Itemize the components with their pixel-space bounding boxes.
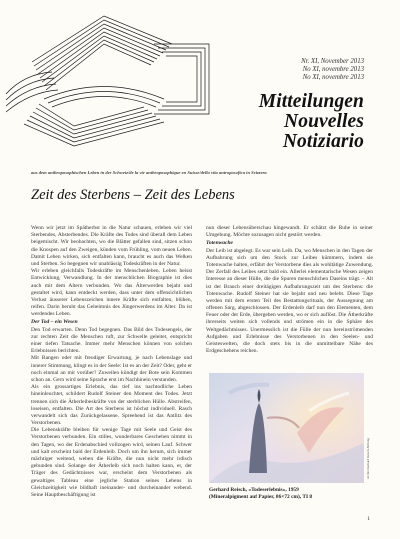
section-subheading: Der Tod – ein Wesen bbox=[31, 319, 78, 326]
issue-info bbox=[301, 58, 364, 82]
painting-caption bbox=[209, 487, 379, 500]
issue-line-de: Nr. XI, November 2013 bbox=[301, 58, 364, 65]
article-paragraph: Der Leib ist abgelegt. Es war sein Leib. Da, wo Menschen in den Tagen der Aufbahrung sich um den Stock zur Leibes kümmern, indem sie Totenwache halten, erfährt der Verstorbene dies als wohltätige Zuwendung. Der Zerfall des Leibes setzt bald ein. Allerlei elementarische Wesen zeigen Interesse an dieser Hülle, die die Spuren menschlichen Daseins trägt. – Alt ist der Brauch einer dreitägigen Aufbahrungszeit um des Sterbens: die Totenwache. Rudolf Steiner hat sie bejaht und neu belebt. Diese Tage werden mit dem ersten Teil des Bestattungsrituals, der Aussegnung am offenen Sarg, abgeschlossen. Der Erdenleib darf nun den Elementen, dem Feuer oder der Erde, übergeben werden, wo er sich auflöst. Die Ätherkräfte ihrerseits weiten sich vollends und strömen ein in die Sphäre des Weltgedächtnisses. Unermesslich ist die Fülle der nun hereinströmenden Aufgaben und Erlebnisse des Verstorbenen in den Seelen- und Geisteswelten, die doch stets bis in die unmittelbare Nähe des Erdgeschehens reichen. bbox=[206, 247, 373, 355]
article-paragraph: Die Lebenskräfte bleiben für wenige Tage mit Seele und Geist des Verstorbenen verbunden. Ein stilles, wunderbares Geschehen nimmt in den Tagen, wo der Erdenabschied vollzogen wird, seinen Lauf. Schwer und kalt erscheint bald der Erdenleib. Doch um ihn herum, sich immer mächtiger weitend, weben die Kräfte, die nun nicht mehr irdisch gebunden sind. Solange der Ätherleib sich noch halten kann, er, der Träger des Gedächtnisses war, erscheint dem Verstorbenen als gewaltiges Tableau eine jegliche Station seines Lebens in Gleichzeitigkeit wie bildhaft ineinander- und durcheinander webend. Seine Hauptbeschäftigung ist bbox=[31, 427, 192, 498]
masthead-title-it: Notiziario bbox=[282, 131, 364, 152]
issue-line-it: No XI, novembre 2013 bbox=[302, 74, 364, 81]
article-paragraph: Mit Bangen oder mit freudiger Erwartung, je nach Lebenslage und innerer Stimmung, klingt es in der Seele: Ist es an der Zeit? Oder, geht er noch einmal an mir vorüber? Zuweilen kündigt der Bote sein Kommen schon an. Gern wird seine Sprache erst im Nachhinein verstanden. bbox=[31, 355, 192, 383]
article-paragraph: Den Tod erwarten. Denn Tod begegnen. Das Bild des Todesengels, der zur rechten Zeit die Menschen ruft, zur Schwelle geleitet, entspricht einer tiefen Tatsache. Immer mehr Menschen können von solchen Erlebnissen berichten. bbox=[31, 326, 192, 355]
masthead-title-de: Mitteilungen bbox=[258, 91, 364, 112]
painting-image bbox=[209, 373, 364, 483]
masthead-title bbox=[259, 92, 364, 152]
painting-credit: Archiv/Gerhard Reisch-Stiftung bbox=[366, 438, 370, 479]
caption-line-2: (Mineralpigment auf Papier, 86×72 cm), TI 8 bbox=[209, 493, 313, 500]
page-number: 1 bbox=[367, 516, 370, 522]
article-paragraph: Als ein grossartiges Erlebnis, das tief ins nachtodliche Leben hineinleuchtet, schildert Rudolf Steiner den Moment des Todes. Jetzt trennen sich die Ätherleibeskräfte von der sterblichen Hülle. Abstreifen, loseisen, entfalten. Die Art des Sterbens ist höchst individuell. Rasch verwandelt sich das Zurückgelassene. Spreehend ist das Antlitz des Verstorbenen. bbox=[31, 384, 192, 427]
article-headline: Zeit des Sterbens – Zeit des Lebens bbox=[31, 187, 235, 203]
masthead-subtitle: aus dem anthroposophischen Leben in der Schweiz/de la vie anthroposophique en Suisse/della vita antroposofica in Svizzera bbox=[31, 170, 267, 175]
logo-emblem-icon bbox=[4, 4, 216, 154]
section-subheading: Totenwache bbox=[206, 240, 233, 247]
article-paragraph: Wenn wir jetzt im Spätherbst in die Natur schauen, erleben wir viel Sterbendes, Absterbendes. Die Kräfte des Todes sind überall dem Leben beigemischt. Wir beobachten, wo die Blätter gefallen sind, sitzen schon die Knospen auf den Zweigen, künden vom Frühling, vom neuen Leben. Damit Leben wirken, sich entfalten kann, braucht es auch das Welken und Sterben. So begegnen wir unablässig Todeskräften in der Natur. bbox=[31, 225, 192, 267]
article-paragraph: Wir erleben gleichfalls Todeskräfte im Menschenleben. Leben heisst Entwicklung, Verwandlung. In der menschlichen Biographie ist dies auch mit dem Altern verbunden. Wo das Älterwerden bejaht und gestaltet wird, kann entdeckt werden, dass unter dem offensichtlichen Verlust äusserer Lebenszeichen innere Kräfte sich entfalten, blühen, reifen. Darin beruht das Geheimnis des Jüngerwerdens im Alter. Da ist werdendes Leben. bbox=[31, 268, 192, 318]
masthead-title-fr: Nouvelles bbox=[284, 111, 364, 132]
issue-line-fr: No XI, novembre 2013 bbox=[302, 66, 364, 73]
caption-line-1: Gerhard Reisch, «Todeserlebnis», 1959 bbox=[209, 487, 299, 493]
article-column-1 bbox=[31, 225, 192, 515]
article-paragraph: nun dieser Lebensüberschau hingewandt. Er schätzt die Ruhe in seiner Umgebung. Möchte sozusagen nicht gestört werden. bbox=[206, 225, 373, 239]
